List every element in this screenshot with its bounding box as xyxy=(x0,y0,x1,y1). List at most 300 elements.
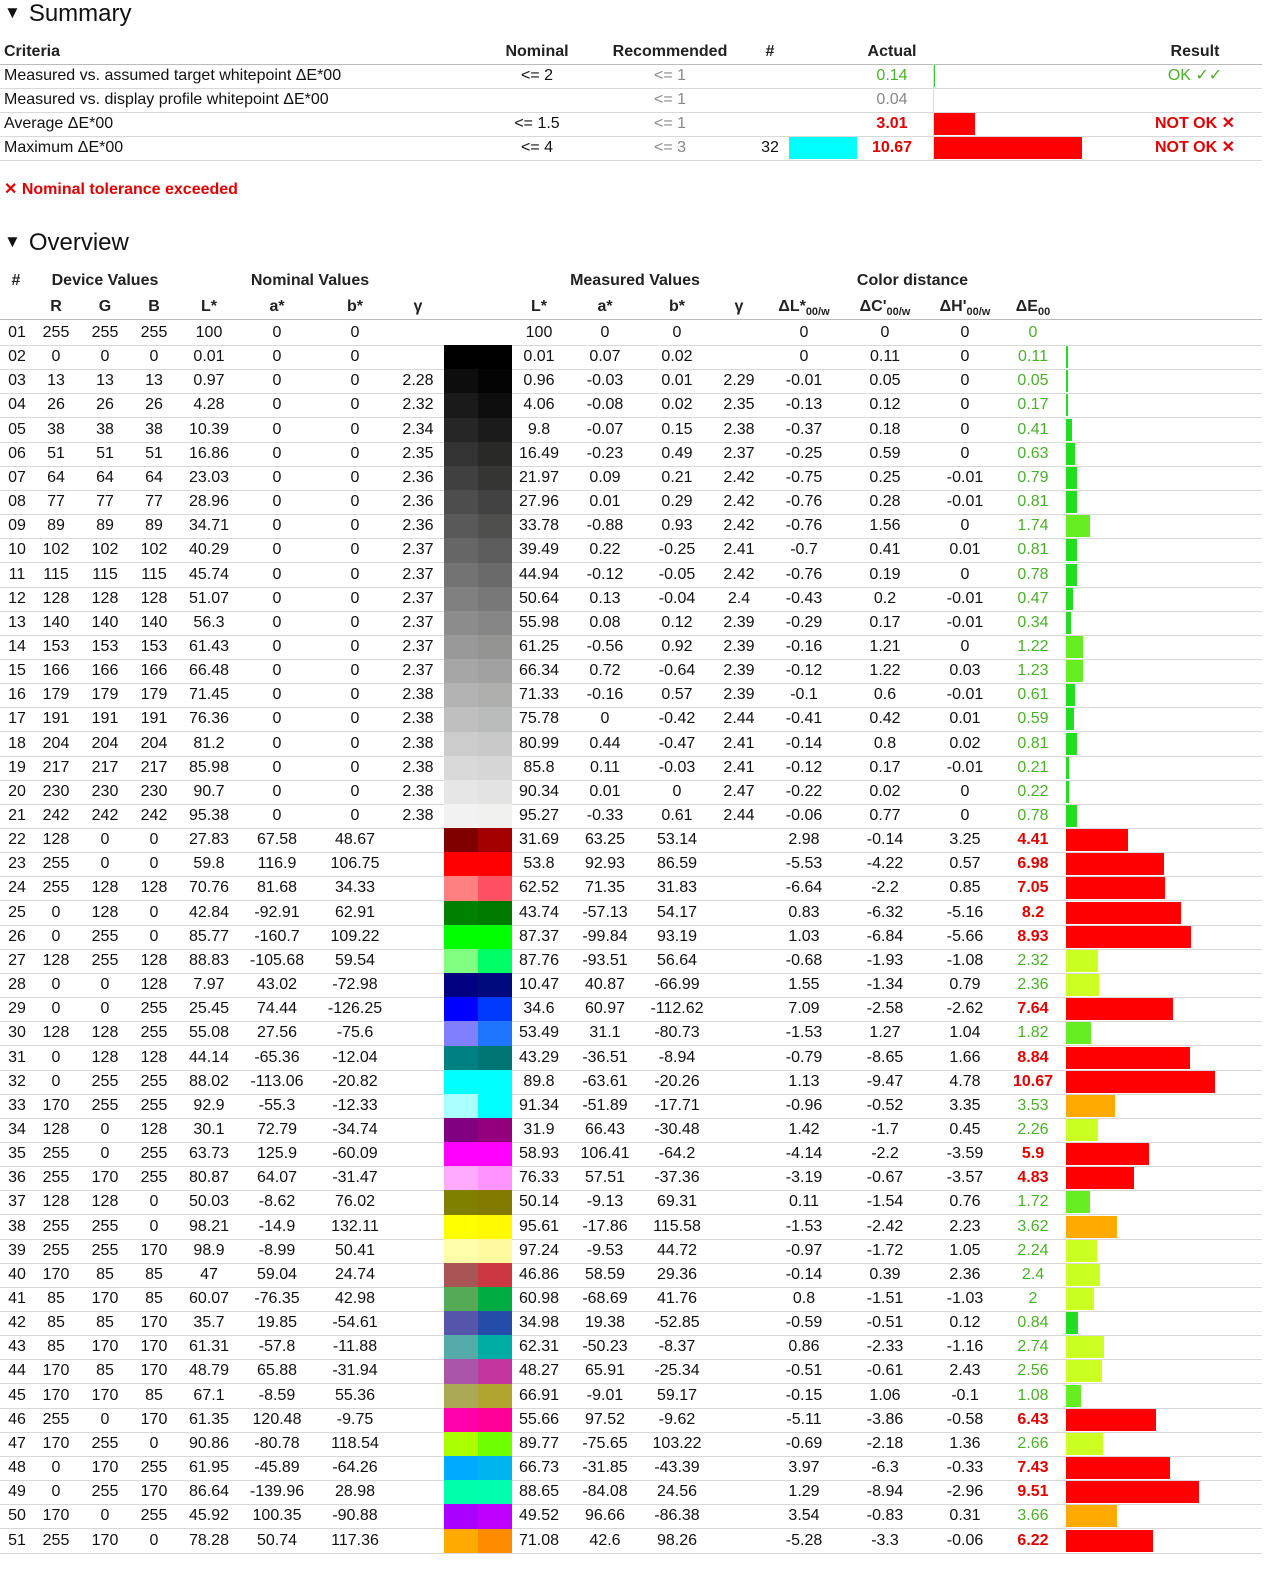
measured-color-swatch xyxy=(478,1021,512,1046)
device-b-cell: 128 xyxy=(140,589,168,607)
delta-c-cell: -8.94 xyxy=(866,1483,904,1501)
measured-l-cell: 34.98 xyxy=(518,1314,560,1332)
overview-row xyxy=(0,1335,1262,1360)
delta-c-cell: -2.42 xyxy=(866,1217,904,1235)
measured-gamma-cell: 2.44 xyxy=(723,807,755,824)
measured-a-cell: 0.11 xyxy=(590,758,620,776)
nominal-l-cell: 30.1 xyxy=(193,1120,225,1138)
collapse-triangle-icon[interactable]: ▼ xyxy=(4,232,21,251)
measured-a-cell: 106.41 xyxy=(580,1145,630,1163)
delta-e-bar xyxy=(1066,708,1074,730)
nominal-color-swatch xyxy=(444,1215,478,1240)
delta-e-cell: 0.78 xyxy=(1017,565,1049,583)
measured-b-cell: 56.64 xyxy=(656,951,698,969)
device-g-cell: 191 xyxy=(91,710,119,728)
nominal-color-swatch xyxy=(444,466,478,491)
measured-gamma-cell xyxy=(719,1384,759,1408)
device-r-cell: 0 xyxy=(51,1048,61,1066)
nominal-gamma-cell: 2.36 xyxy=(402,493,434,511)
measured-color-swatch xyxy=(478,1239,512,1264)
nominal-color-swatch xyxy=(444,1287,478,1312)
measured-a-cell: 0.01 xyxy=(589,493,621,511)
measured-color-swatch xyxy=(478,949,512,974)
nominal-color-swatch xyxy=(444,925,478,950)
delta-e-bar xyxy=(1066,1071,1215,1093)
device-r-cell: 85 xyxy=(47,1290,65,1307)
delta-l-cell: 1.55 xyxy=(788,976,820,994)
count-header: # xyxy=(765,43,775,60)
nominal-header: Nominal xyxy=(505,43,569,60)
nominal-b-cell: 109.22 xyxy=(330,927,380,945)
bar-axis-line xyxy=(933,136,934,160)
index-cell: 04 xyxy=(8,396,26,414)
measured-a-cell: 0.22 xyxy=(589,541,621,559)
measured-color-swatch xyxy=(478,369,512,394)
nominal-b-cell: 42.98 xyxy=(334,1290,376,1307)
measured-color-swatch xyxy=(478,393,512,418)
delta-h-cell: 0 xyxy=(960,637,970,655)
nominal-a-cell: 64.07 xyxy=(256,1169,298,1187)
delta-l-cell: 1.13 xyxy=(788,1072,820,1090)
delta-c-cell: 0.02 xyxy=(869,782,901,800)
nominal-gamma-cell: 2.37 xyxy=(402,565,434,583)
measured-gamma-cell xyxy=(719,1287,759,1311)
nominal-b-cell: -31.94 xyxy=(332,1362,378,1380)
device-g-cell: 128 xyxy=(91,589,119,607)
nominal-l-cell: 88.02 xyxy=(188,1072,230,1090)
delta-l-cell: -0.41 xyxy=(785,710,823,728)
nominal-b-cell: 28.98 xyxy=(334,1483,376,1501)
overview-row xyxy=(0,1480,1262,1505)
measured-b-cell: -112.62 xyxy=(650,1000,704,1018)
measured-color-swatch xyxy=(478,852,512,877)
index-cell: 10 xyxy=(8,541,26,559)
device-r-cell: 38 xyxy=(47,420,65,438)
actual-value-bar xyxy=(933,113,975,135)
measured-color-swatch xyxy=(478,321,512,346)
delta-c-cell: -9.47 xyxy=(866,1072,904,1090)
measured-color-swatch xyxy=(478,707,512,732)
bar-axis-line xyxy=(933,64,934,88)
measured-color-swatch xyxy=(478,1432,512,1457)
summary-row xyxy=(0,88,1262,113)
delta-e-bar xyxy=(1066,1143,1149,1165)
delta-c-cell: 0.12 xyxy=(869,396,901,414)
device-g-cell: 255 xyxy=(91,1217,119,1235)
measured-b-cell: 53.14 xyxy=(656,831,698,849)
overview-row xyxy=(0,997,1262,1022)
measured-color-swatch xyxy=(478,1504,512,1529)
measured-color-swatch xyxy=(478,1335,512,1360)
nominal-gamma-cell xyxy=(398,1311,438,1335)
index-cell: 26 xyxy=(8,927,26,945)
device-g-cell: 115 xyxy=(92,565,118,583)
device-b-cell: 0 xyxy=(149,927,159,945)
delta-h-cell: 3.25 xyxy=(949,831,981,849)
delta-e-cell: 6.98 xyxy=(1017,855,1049,873)
device-r-cell: 0 xyxy=(51,348,61,366)
nominal-gamma-cell xyxy=(398,1046,438,1070)
measured-b-cell: -20.26 xyxy=(654,1072,700,1090)
nominal-l-cell: 98.9 xyxy=(193,1241,225,1259)
delta-e-bar xyxy=(1066,1409,1156,1431)
measured-l-cell: 55.98 xyxy=(518,613,560,631)
overview-heading[interactable]: ▼ Overview xyxy=(4,229,129,256)
measured-color-swatch xyxy=(478,1287,512,1312)
device-b-cell: 128 xyxy=(140,879,168,897)
index-cell: 32 xyxy=(8,1072,26,1090)
delta-c-cell: 0.41 xyxy=(869,541,901,559)
delta-e-cell: 2.66 xyxy=(1017,1434,1049,1452)
device-b-cell: 255 xyxy=(140,1145,168,1163)
nominal-color-swatch xyxy=(444,852,478,877)
index-cell: 38 xyxy=(8,1217,26,1235)
summary-heading[interactable]: ▼ Summary xyxy=(4,0,132,27)
delta-h-cell: 0.03 xyxy=(949,662,981,680)
device-b-cell: 255 xyxy=(140,1169,168,1187)
nominal-l-cell: 71.45 xyxy=(188,686,230,704)
criteria-header: Criteria xyxy=(4,43,61,60)
index-cell: 03 xyxy=(8,372,26,390)
nominal-gamma-cell: 2.38 xyxy=(402,807,434,824)
device-r-cell: 77 xyxy=(47,493,65,511)
delta-l-cell: -0.14 xyxy=(785,734,823,752)
measured-l-cell: 75.78 xyxy=(518,710,560,728)
measured-a-cell: -0.56 xyxy=(586,637,624,655)
device-r-cell: 255 xyxy=(42,1531,70,1549)
nominal-b-cell: 0 xyxy=(350,324,360,341)
nominal-gamma-cell: 2.38 xyxy=(402,734,434,752)
measured-a-cell: 58.59 xyxy=(584,1265,626,1283)
device-r-cell: 204 xyxy=(42,734,70,752)
delta-l-header: $\Delta L*_{00/w}$ xyxy=(778,298,830,319)
overview-row xyxy=(0,538,1262,563)
delta-e-cell: 2.74 xyxy=(1017,1338,1049,1356)
measured-l-cell: 4.06 xyxy=(523,396,555,414)
overview-row xyxy=(0,925,1262,950)
measured-a-cell: 60.97 xyxy=(584,1000,626,1018)
overview-row xyxy=(0,1456,1262,1481)
nominal-a-cell: 72.79 xyxy=(256,1120,298,1138)
measured-l-cell: 100 xyxy=(525,324,553,341)
device-g-cell: 128 xyxy=(91,879,119,897)
delta-e-bar xyxy=(1066,660,1083,682)
nominal-b-cell: 55.36 xyxy=(334,1386,376,1404)
nominal-b-cell: -12.33 xyxy=(332,1096,378,1114)
nominal-l-cell: 88.83 xyxy=(188,951,230,969)
device-r-cell: 13 xyxy=(47,372,65,390)
nominal-gamma-cell xyxy=(398,1408,438,1432)
measured-a-cell: -9.01 xyxy=(586,1386,624,1404)
measured-gamma-cell xyxy=(719,1190,759,1214)
nominal-gamma-cell xyxy=(398,321,438,345)
delta-c-cell: 0.2 xyxy=(873,589,897,607)
measured-color-swatch xyxy=(478,732,512,757)
nominal-gamma-cell: 2.36 xyxy=(402,517,434,535)
device-b-cell: 13 xyxy=(145,372,163,390)
delta-l-cell: 0 xyxy=(799,324,809,341)
delta-l-cell: 1.29 xyxy=(788,1483,820,1501)
delta-e-cell: 0.61 xyxy=(1017,686,1049,704)
device-b-cell: 153 xyxy=(140,637,168,655)
measured-a-cell: 97.52 xyxy=(584,1410,626,1428)
index-header: # xyxy=(11,272,21,289)
delta-l-cell: 2.98 xyxy=(788,831,820,849)
nominal-b-header: b* xyxy=(347,298,363,315)
recommended-cell: <= 3 xyxy=(653,139,687,156)
delta-e-bar xyxy=(1066,1216,1117,1238)
measured-b-cell: 115.58 xyxy=(653,1217,701,1235)
measured-a-cell: -84.08 xyxy=(582,1483,628,1501)
nominal-l-cell: 45.74 xyxy=(188,565,230,583)
nominal-color-swatch xyxy=(444,876,478,901)
measured-b-cell: -0.64 xyxy=(658,662,696,680)
nominal-b-cell: -12.04 xyxy=(332,1048,378,1066)
measured-gamma-cell: 2.39 xyxy=(723,613,755,631)
device-b-cell: 230 xyxy=(140,782,168,800)
index-cell: 23 xyxy=(8,855,26,873)
measured-b-cell: 0.21 xyxy=(661,468,693,486)
measured-gamma-cell xyxy=(719,1070,759,1094)
nominal-l-cell: 44.14 xyxy=(188,1048,230,1066)
measured-b-cell: 86.59 xyxy=(656,855,698,873)
nominal-color-swatch xyxy=(444,587,478,612)
delta-l-cell: -0.76 xyxy=(785,517,823,535)
measured-color-swatch xyxy=(478,997,512,1022)
summary-row xyxy=(0,112,1262,137)
nominal-gamma-cell xyxy=(398,1166,438,1190)
nominal-b-cell: -60.09 xyxy=(332,1145,378,1163)
overview-row xyxy=(0,563,1262,588)
measured-color-swatch xyxy=(478,1529,512,1554)
measured-b-cell: 69.31 xyxy=(656,1193,698,1211)
measured-gamma-cell: 2.41 xyxy=(723,734,755,752)
index-cell: 47 xyxy=(8,1434,26,1452)
measured-a-cell: -0.33 xyxy=(586,807,624,824)
measured-l-cell: 55.66 xyxy=(518,1410,560,1428)
delta-c-cell: -1.72 xyxy=(866,1241,904,1259)
nominal-gamma-cell: 2.37 xyxy=(402,637,434,655)
nominal-color-swatch xyxy=(444,1166,478,1191)
device-g-cell: 140 xyxy=(91,613,119,631)
delta-l-cell: 0.83 xyxy=(788,903,820,921)
delta-l-cell: -5.11 xyxy=(786,1410,822,1428)
measured-color-swatch xyxy=(478,1384,512,1409)
measured-gamma-cell xyxy=(719,1504,759,1528)
device-b-cell: 89 xyxy=(145,517,163,535)
delta-c-cell: -1.93 xyxy=(866,951,904,969)
measured-a-cell: -17.86 xyxy=(582,1217,628,1235)
delta-e-bar xyxy=(1066,1360,1102,1382)
measured-color-swatch xyxy=(478,876,512,901)
measured-b-cell: 41.76 xyxy=(656,1290,698,1307)
measured-l-cell: 62.52 xyxy=(518,879,560,897)
measured-gamma-cell xyxy=(719,1432,759,1456)
device-r-cell: 0 xyxy=(51,1072,61,1090)
device-g-cell: 242 xyxy=(91,807,119,824)
delta-c-cell: 0.17 xyxy=(869,758,901,776)
nominal-a-header: a* xyxy=(269,298,285,315)
delta-h-cell: 0.12 xyxy=(949,1314,981,1332)
nominal-color-swatch xyxy=(444,538,478,563)
measured-gamma-cell xyxy=(719,1335,759,1359)
nominal-a-cell: -92.91 xyxy=(254,903,300,921)
measured-a-cell: -0.07 xyxy=(586,420,624,438)
nominal-color-swatch xyxy=(444,345,478,370)
delta-c-cell: -0.51 xyxy=(866,1314,904,1332)
delta-h-cell: 0 xyxy=(960,348,970,366)
measured-color-swatch xyxy=(478,345,512,370)
delta-c-cell: 1.27 xyxy=(869,1024,901,1042)
delta-e-cell: 2.4 xyxy=(1021,1265,1045,1283)
measured-b-cell: 103.22 xyxy=(652,1434,702,1452)
delta-l-cell: -0.25 xyxy=(785,444,823,462)
device-b-cell: 170 xyxy=(140,1241,168,1259)
device-g-cell: 204 xyxy=(91,734,119,752)
nominal-gamma-cell xyxy=(398,1190,438,1214)
overview-row xyxy=(0,1190,1262,1215)
nominal-color-swatch xyxy=(444,1094,478,1119)
device-b-cell: 64 xyxy=(145,468,163,486)
measured-gamma-cell xyxy=(719,1529,759,1553)
overview-row xyxy=(0,1504,1262,1529)
nominal-l-cell: 70.76 xyxy=(188,879,230,897)
measured-color-swatch xyxy=(478,1480,512,1505)
delta-h-cell: 0 xyxy=(960,396,970,414)
nominal-gamma-cell xyxy=(398,1456,438,1480)
measured-l-cell: 66.91 xyxy=(518,1386,560,1404)
nominal-gamma-cell xyxy=(398,1359,438,1383)
measured-gamma-cell xyxy=(719,1480,759,1504)
nominal-a-cell: 0 xyxy=(272,637,282,655)
device-g-cell: 170 xyxy=(91,1459,119,1477)
measured-a-cell: -9.13 xyxy=(586,1193,624,1211)
nominal-color-swatch xyxy=(444,683,478,708)
index-cell: 49 xyxy=(8,1483,26,1501)
measured-gamma-cell: 2.35 xyxy=(723,396,755,414)
measured-color-swatch xyxy=(478,780,512,805)
nominal-b-cell: 0 xyxy=(350,758,360,776)
delta-l-cell: -0.68 xyxy=(785,951,823,969)
delta-l-cell: -6.64 xyxy=(785,879,823,897)
nominal-l-cell: 60.07 xyxy=(188,1290,230,1307)
nominal-color-swatch xyxy=(444,1504,478,1529)
device-g-cell: 64 xyxy=(96,468,114,486)
measured-color-swatch xyxy=(478,804,512,829)
nominal-color-swatch xyxy=(444,1239,478,1264)
measured-a-cell: 0.01 xyxy=(589,782,621,800)
measured-b-cell: 0 xyxy=(672,782,682,800)
device-r-cell: 170 xyxy=(42,1507,70,1525)
delta-h-cell: -2.62 xyxy=(946,1000,984,1018)
measured-color-swatch xyxy=(478,925,512,950)
measured-gamma-cell xyxy=(719,876,759,900)
nominal-l-cell: 56.3 xyxy=(193,613,225,631)
measured-b-cell: -25.34 xyxy=(654,1362,700,1380)
measured-l-cell: 66.73 xyxy=(518,1459,560,1477)
measured-color-swatch xyxy=(478,563,512,588)
delta-e-cell: 0.34 xyxy=(1017,613,1049,631)
delta-h-cell: 0.31 xyxy=(949,1507,981,1525)
delta-c-cell: -2.58 xyxy=(866,1000,904,1018)
nominal-gamma-cell: 2.38 xyxy=(402,758,434,776)
delta-h-cell: -0.06 xyxy=(946,1531,984,1549)
delta-l-cell: 1.42 xyxy=(788,1120,820,1138)
nominal-gamma-cell: 2.37 xyxy=(402,589,434,607)
delta-c-cell: -1.34 xyxy=(866,976,904,994)
nominal-a-cell: -8.59 xyxy=(258,1386,296,1404)
nominal-a-cell: 120.48 xyxy=(252,1410,302,1428)
nominal-color-swatch xyxy=(444,901,478,926)
delta-l-cell: -0.7 xyxy=(790,541,818,559)
measured-b-cell: -8.94 xyxy=(658,1048,696,1066)
delta-h-cell: 0.01 xyxy=(949,710,981,728)
measured-l-cell: 49.52 xyxy=(518,1507,560,1525)
delta-e-bar xyxy=(1066,998,1173,1020)
nominal-a-cell: 50.74 xyxy=(256,1531,298,1549)
overview-row xyxy=(0,1070,1262,1095)
delta-l-cell: -0.16 xyxy=(785,637,823,655)
nominal-gamma-cell xyxy=(398,345,438,369)
measured-a-cell: 0.07 xyxy=(589,348,621,366)
measured-a-cell: 0 xyxy=(600,324,610,341)
nominal-a-cell: -105.68 xyxy=(249,951,305,969)
nominal-color-swatch xyxy=(444,804,478,829)
nominal-b-cell: 0 xyxy=(350,517,360,535)
measured-a-cell: -57.13 xyxy=(582,903,628,921)
delta-e-bar xyxy=(1066,612,1071,634)
overview-row xyxy=(0,828,1262,853)
nominal-b-cell: 24.74 xyxy=(334,1265,376,1283)
nominal-a-cell: 125.9 xyxy=(256,1145,298,1163)
index-cell: 28 xyxy=(8,976,26,994)
delta-l-cell: -0.22 xyxy=(785,782,823,800)
measured-l-cell: 53.8 xyxy=(523,855,555,873)
nominal-l-cell: 40.29 xyxy=(188,541,230,559)
nominal-cell xyxy=(497,88,577,112)
device-r-cell: 255 xyxy=(42,879,70,897)
measured-a-cell: -68.69 xyxy=(582,1290,628,1307)
device-g-cell: 13 xyxy=(96,372,114,390)
delta-e-cell: 0.81 xyxy=(1017,734,1049,752)
delta-e-bar xyxy=(1066,1530,1153,1552)
measured-a-cell: 0.72 xyxy=(589,662,621,680)
nominal-l-cell: 98.21 xyxy=(188,1217,230,1235)
count-cell xyxy=(755,88,785,112)
measured-color-swatch xyxy=(478,659,512,684)
nominal-gamma-cell xyxy=(398,925,438,949)
measured-b-cell: 0.15 xyxy=(661,420,693,438)
overview-row xyxy=(0,1118,1262,1143)
delta-h-cell: -3.57 xyxy=(946,1169,984,1187)
delta-e-cell: 1.08 xyxy=(1017,1386,1049,1404)
nominal-a-cell: 0 xyxy=(272,372,282,390)
nominal-color-swatch xyxy=(444,611,478,636)
delta-e-cell: 1.23 xyxy=(1017,662,1049,680)
device-g-cell: 170 xyxy=(91,1338,119,1356)
delta-c-cell: -2.33 xyxy=(866,1338,904,1356)
measured-a-cell: -31.85 xyxy=(582,1459,628,1477)
measured-l-cell: 33.78 xyxy=(518,517,560,535)
device-b-cell: 0 xyxy=(149,831,159,849)
measured-gamma-cell xyxy=(719,852,759,876)
device-b-cell: 255 xyxy=(140,1507,168,1525)
measured-a-cell: -36.51 xyxy=(582,1048,628,1066)
delta-e-cell: 10.67 xyxy=(1012,1072,1054,1090)
delta-e-cell: 0.81 xyxy=(1017,541,1049,559)
collapse-triangle-icon[interactable]: ▼ xyxy=(4,3,21,22)
measured-color-swatch xyxy=(478,1046,512,1071)
